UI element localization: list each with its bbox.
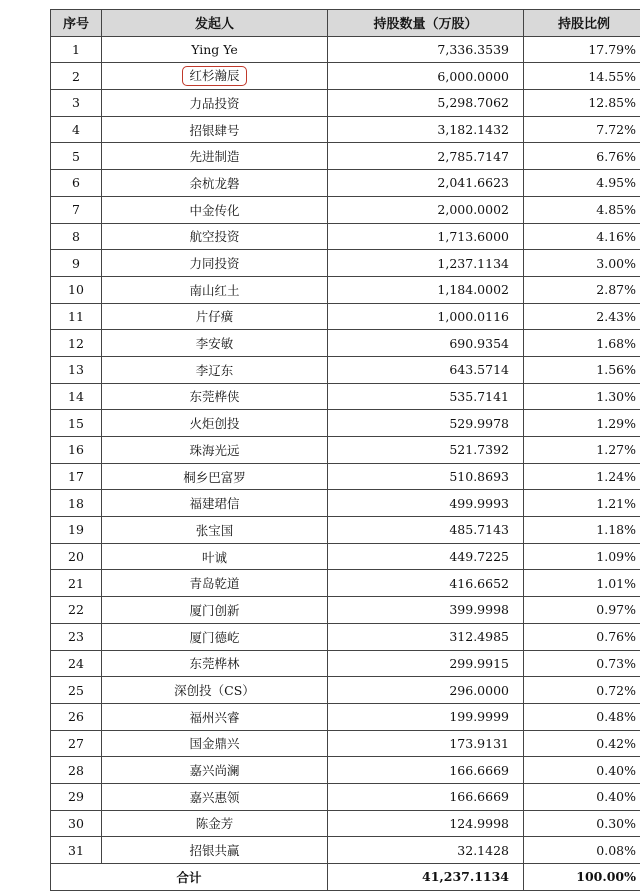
row-shares: 510.8693 xyxy=(328,463,524,490)
row-index: 16 xyxy=(51,437,102,464)
row-sponsor: 南山红土 xyxy=(102,276,328,303)
row-percent: 0.40% xyxy=(524,757,640,784)
row-shares: 535.7141 xyxy=(328,383,524,410)
row-percent: 0.42% xyxy=(524,730,640,757)
row-sponsor: 张宝国 xyxy=(102,517,328,544)
row-shares: 166.6669 xyxy=(328,757,524,784)
row-index: 20 xyxy=(51,543,102,570)
row-percent: 1.27% xyxy=(524,437,640,464)
row-index: 6 xyxy=(51,170,102,197)
row-sponsor: 桐乡巴富罗 xyxy=(102,463,328,490)
total-percent: 100.00% xyxy=(524,864,640,891)
row-percent: 2.43% xyxy=(524,303,640,330)
row-sponsor: 青岛乾道 xyxy=(102,570,328,597)
row-sponsor: 厦门创新 xyxy=(102,597,328,624)
table-row xyxy=(51,437,640,464)
table-row xyxy=(51,303,640,330)
table-row xyxy=(51,650,640,677)
row-index: 7 xyxy=(51,196,102,223)
row-shares: 312.4985 xyxy=(328,623,524,650)
table-row xyxy=(51,490,640,517)
row-index: 18 xyxy=(51,490,102,517)
row-sponsor: 陈金芳 xyxy=(102,810,328,837)
row-shares: 166.6669 xyxy=(328,783,524,810)
row-percent: 2.87% xyxy=(524,276,640,303)
row-shares: 299.9915 xyxy=(328,650,524,677)
row-index: 24 xyxy=(51,650,102,677)
row-sponsor: 叶诚 xyxy=(102,543,328,570)
table-row xyxy=(51,36,640,63)
total-row xyxy=(51,864,640,891)
row-sponsor: 片仔癀 xyxy=(102,303,328,330)
row-index: 31 xyxy=(51,837,102,864)
row-index: 29 xyxy=(51,783,102,810)
row-shares: 124.9998 xyxy=(328,810,524,837)
row-percent: 1.24% xyxy=(524,463,640,490)
row-percent: 1.09% xyxy=(524,543,640,570)
table-row xyxy=(51,597,640,624)
table-row xyxy=(51,677,640,704)
row-shares: 1,184.0002 xyxy=(328,276,524,303)
row-sponsor: 嘉兴尚澜 xyxy=(102,757,328,784)
row-percent: 4.85% xyxy=(524,196,640,223)
table-row xyxy=(51,330,640,357)
row-sponsor: 珠海光远 xyxy=(102,437,328,464)
table-row xyxy=(51,223,640,250)
row-index: 10 xyxy=(51,276,102,303)
row-index: 14 xyxy=(51,383,102,410)
row-percent: 0.72% xyxy=(524,677,640,704)
row-index: 15 xyxy=(51,410,102,437)
table-row xyxy=(51,810,640,837)
row-shares: 449.7225 xyxy=(328,543,524,570)
row-shares: 521.7392 xyxy=(328,437,524,464)
row-sponsor: 福州兴睿 xyxy=(102,703,328,730)
header-sponsor: 发起人 xyxy=(102,10,328,37)
row-shares: 1,000.0116 xyxy=(328,303,524,330)
row-sponsor: 力同投资 xyxy=(102,250,328,277)
row-index: 5 xyxy=(51,143,102,170)
table-row xyxy=(51,570,640,597)
row-shares: 32.1428 xyxy=(328,837,524,864)
table-row xyxy=(51,63,640,90)
table-body xyxy=(51,36,640,863)
row-index: 2 xyxy=(51,63,102,90)
row-sponsor: 招银肆号 xyxy=(102,116,328,143)
row-percent: 1.18% xyxy=(524,517,640,544)
row-shares: 296.0000 xyxy=(328,677,524,704)
table-header-row xyxy=(51,10,640,37)
row-index: 3 xyxy=(51,90,102,117)
table-row xyxy=(51,196,640,223)
row-sponsor: 东莞桦林 xyxy=(102,650,328,677)
row-index: 1 xyxy=(51,36,102,63)
row-shares: 485.7143 xyxy=(328,517,524,544)
row-shares: 6,000.0000 xyxy=(328,63,524,90)
row-sponsor: Ying Ye xyxy=(102,36,328,63)
total-shares: 41,237.1134 xyxy=(328,864,524,891)
row-percent: 0.40% xyxy=(524,783,640,810)
row-percent: 0.08% xyxy=(524,837,640,864)
table-row xyxy=(51,356,640,383)
row-sponsor: 招银共赢 xyxy=(102,837,328,864)
row-index: 23 xyxy=(51,623,102,650)
table-row xyxy=(51,623,640,650)
row-percent: 0.30% xyxy=(524,810,640,837)
row-percent: 1.68% xyxy=(524,330,640,357)
row-index: 11 xyxy=(51,303,102,330)
row-sponsor: 余杭龙磐 xyxy=(102,170,328,197)
table-row xyxy=(51,276,640,303)
row-shares: 1,237.1134 xyxy=(328,250,524,277)
row-shares: 499.9993 xyxy=(328,490,524,517)
row-index: 8 xyxy=(51,223,102,250)
row-percent: 3.00% xyxy=(524,250,640,277)
row-sponsor: 东莞桦侠 xyxy=(102,383,328,410)
row-percent: 17.79% xyxy=(524,36,640,63)
row-percent: 6.76% xyxy=(524,143,640,170)
table-row xyxy=(51,250,640,277)
row-percent: 4.95% xyxy=(524,170,640,197)
row-shares: 2,785.7147 xyxy=(328,143,524,170)
row-shares: 643.5714 xyxy=(328,356,524,383)
row-sponsor: 李辽东 xyxy=(102,356,328,383)
table-row xyxy=(51,116,640,143)
row-shares: 3,182.1432 xyxy=(328,116,524,143)
table-row xyxy=(51,170,640,197)
row-percent: 0.48% xyxy=(524,703,640,730)
row-shares: 416.6652 xyxy=(328,570,524,597)
table-row xyxy=(51,463,640,490)
row-sponsor xyxy=(102,63,328,90)
row-percent: 1.01% xyxy=(524,570,640,597)
row-percent: 7.72% xyxy=(524,116,640,143)
table-row xyxy=(51,517,640,544)
row-sponsor: 中金传化 xyxy=(102,196,328,223)
row-index: 26 xyxy=(51,703,102,730)
row-percent: 1.21% xyxy=(524,490,640,517)
table-row xyxy=(51,543,640,570)
row-shares: 690.9354 xyxy=(328,330,524,357)
row-percent: 12.85% xyxy=(524,90,640,117)
row-index: 30 xyxy=(51,810,102,837)
table-row xyxy=(51,757,640,784)
row-index: 13 xyxy=(51,356,102,383)
row-index: 19 xyxy=(51,517,102,544)
highlighted-sponsor-name: 红杉瀚辰 xyxy=(182,66,246,86)
row-percent: 1.29% xyxy=(524,410,640,437)
table-row xyxy=(51,783,640,810)
header-shares: 持股数量（万股） xyxy=(328,10,524,37)
table-row xyxy=(51,90,640,117)
row-percent: 14.55% xyxy=(524,63,640,90)
row-index: 27 xyxy=(51,730,102,757)
row-index: 17 xyxy=(51,463,102,490)
row-shares: 399.9998 xyxy=(328,597,524,624)
row-shares: 7,336.3539 xyxy=(328,36,524,63)
row-percent: 1.30% xyxy=(524,383,640,410)
header-index: 序号 xyxy=(51,10,102,37)
row-sponsor: 李安敏 xyxy=(102,330,328,357)
row-shares: 1,713.6000 xyxy=(328,223,524,250)
row-shares: 529.9978 xyxy=(328,410,524,437)
row-shares: 2,000.0002 xyxy=(328,196,524,223)
row-sponsor: 深创投（CS） xyxy=(102,677,328,704)
table-row xyxy=(51,730,640,757)
row-sponsor: 福建珺信 xyxy=(102,490,328,517)
row-percent: 0.76% xyxy=(524,623,640,650)
row-index: 9 xyxy=(51,250,102,277)
row-percent: 4.16% xyxy=(524,223,640,250)
row-index: 25 xyxy=(51,677,102,704)
row-index: 28 xyxy=(51,757,102,784)
row-sponsor: 火炬创投 xyxy=(102,410,328,437)
row-sponsor: 厦门德屹 xyxy=(102,623,328,650)
total-label: 合计 xyxy=(51,864,328,891)
row-sponsor: 嘉兴惠领 xyxy=(102,783,328,810)
table-row xyxy=(51,837,640,864)
row-sponsor: 力品投资 xyxy=(102,90,328,117)
row-index: 4 xyxy=(51,116,102,143)
row-percent: 1.56% xyxy=(524,356,640,383)
table-row xyxy=(51,143,640,170)
table-row xyxy=(51,410,640,437)
shareholder-table xyxy=(50,9,640,891)
row-sponsor: 国金鼎兴 xyxy=(102,730,328,757)
row-sponsor: 先进制造 xyxy=(102,143,328,170)
table-row xyxy=(51,703,640,730)
row-index: 22 xyxy=(51,597,102,624)
row-index: 12 xyxy=(51,330,102,357)
row-shares: 199.9999 xyxy=(328,703,524,730)
row-percent: 0.73% xyxy=(524,650,640,677)
row-shares: 173.9131 xyxy=(328,730,524,757)
row-shares: 5,298.7062 xyxy=(328,90,524,117)
table-row xyxy=(51,383,640,410)
row-index: 21 xyxy=(51,570,102,597)
row-percent: 0.97% xyxy=(524,597,640,624)
header-percent: 持股比例 xyxy=(524,10,640,37)
row-shares: 2,041.6623 xyxy=(328,170,524,197)
row-sponsor: 航空投资 xyxy=(102,223,328,250)
